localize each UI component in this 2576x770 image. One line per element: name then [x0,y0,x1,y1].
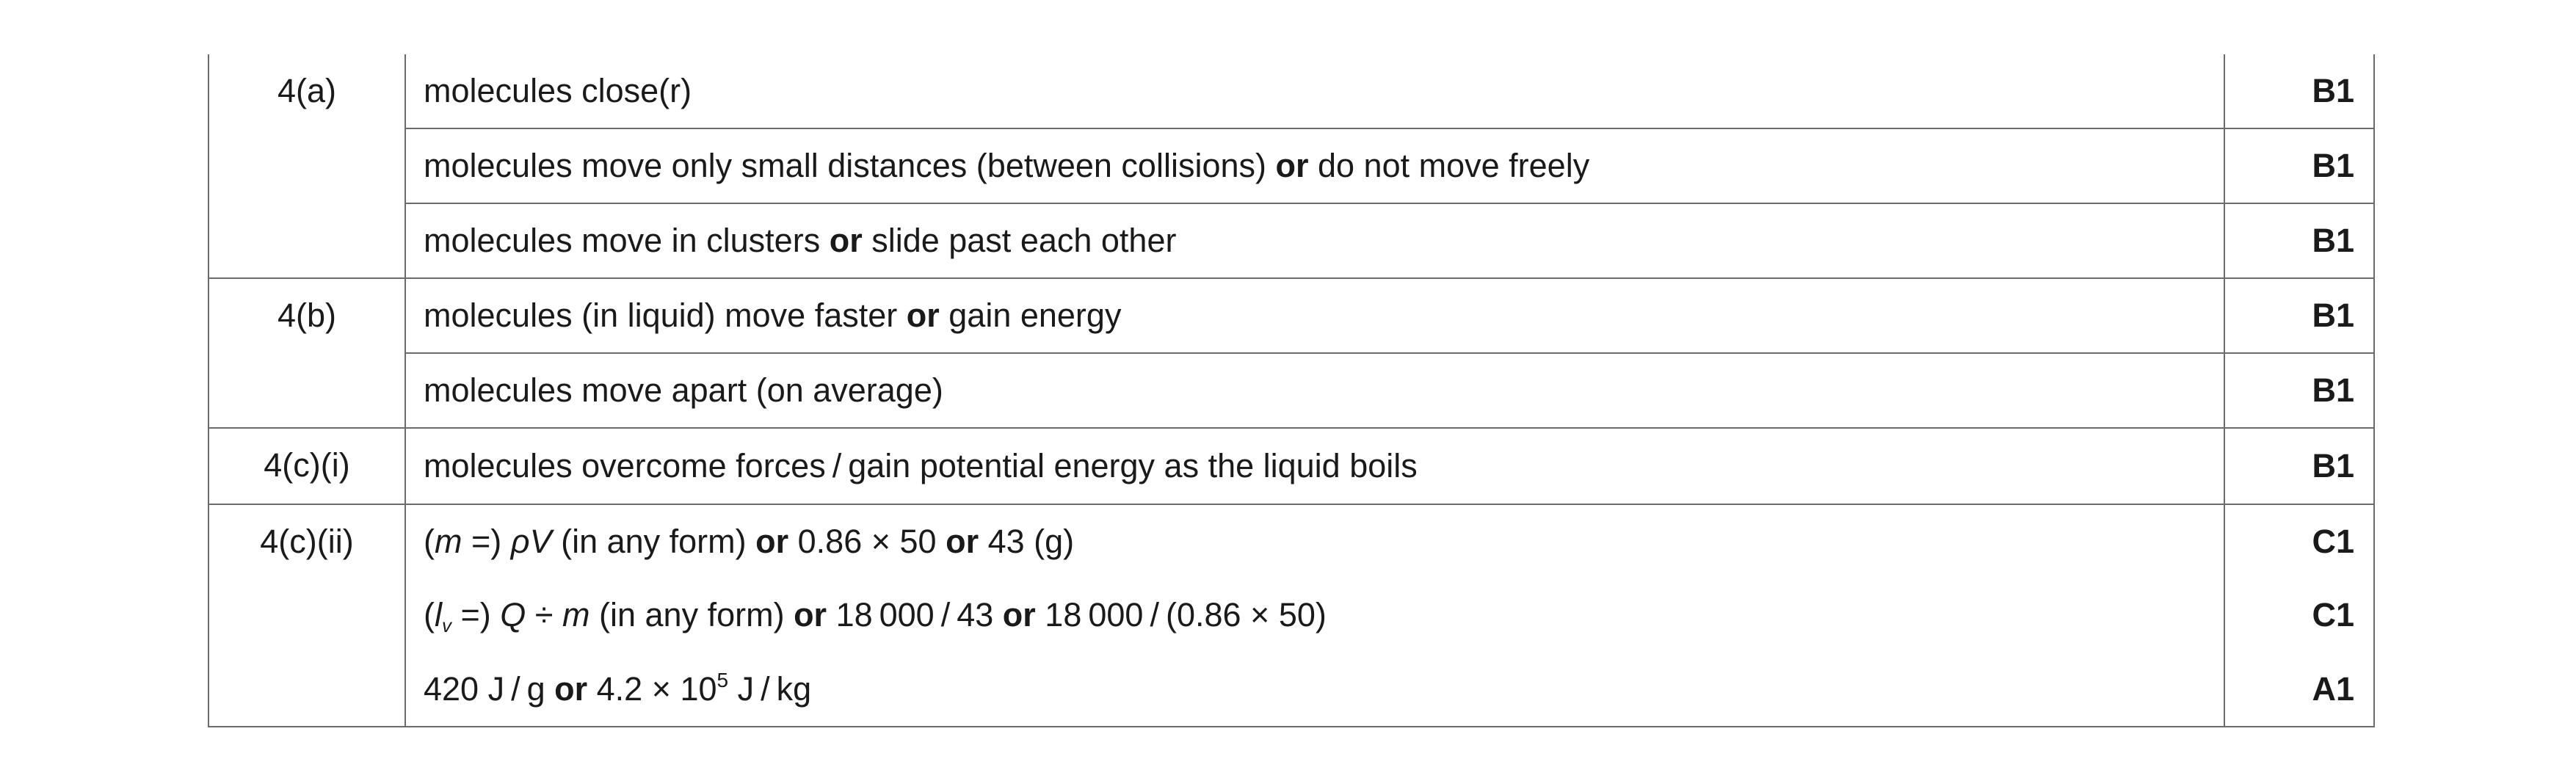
table-row [208,278,2374,353]
question-number: 4(c)(i) [264,446,350,484]
latent-heat-subscript: v [442,614,451,636]
table-row [208,652,2374,727]
table-row [208,54,2374,128]
answer-cell [405,504,2224,578]
question-number-cell [208,54,405,278]
answer-cell [405,353,2224,428]
mark-cell: C1 [2224,504,2374,578]
table-row [208,428,2374,504]
answer-text: slide past each other [862,222,1177,259]
answer-cell [405,578,2224,652]
answer-cell [405,652,2224,727]
mark-cell: B1 [2224,353,2374,428]
question-number-cell [208,428,405,504]
divide-sign: ÷ [526,596,562,633]
mark-cell: B1 [2224,54,2374,128]
answer-text: molecules overcome forces / gain potential energy as the liquid boils [424,447,1418,484]
or-keyword: or [794,596,827,633]
question-number: 4(a) [277,72,337,109]
mark-cell: B1 [2224,278,2374,353]
mass-symbol: m [435,523,462,560]
latent-heat-symbol: l [435,596,442,633]
or-keyword: or [1002,596,1036,633]
answer-text: 43 (g) [979,523,1075,560]
table-row [208,578,2374,652]
answer-text: 0.86 × 50 [788,523,946,560]
or-keyword: or [1275,147,1309,184]
answer-text: molecules move apart (on average) [424,371,943,409]
or-keyword: or [755,523,789,560]
answer-text: J / kg [728,669,812,708]
answer-text: (in any form) [551,523,756,560]
or-keyword: or [946,523,979,560]
answer-text: molecules (in liquid) move faster [424,297,907,334]
answer-text: 18 000 / (0.86 × 50) [1035,596,1327,633]
or-keyword: or [554,669,588,708]
volume-symbol: V [529,523,552,560]
answer-text: 18 000 / 43 [827,596,1003,633]
answer-cell [405,278,2224,353]
or-keyword: or [829,222,863,259]
mass-symbol: m [562,596,590,633]
answer-cell [405,128,2224,203]
or-keyword: or [906,297,940,334]
mark-cell: B1 [2224,203,2374,278]
answer-text: 420 J / g [424,669,555,708]
mark-cell: A1 [2224,652,2374,727]
mark-cell: C1 [2224,578,2374,652]
answer-text: (in any form) [589,596,794,633]
table-row [208,203,2374,278]
answer-text: 4.2 × 10 [587,669,717,708]
question-number-cell [208,504,405,727]
answer-text: molecules close(r) [424,72,692,109]
energy-symbol: Q [500,596,526,633]
mark-scheme-table [208,54,2375,727]
table-row [208,504,2374,578]
mark-cell: B1 [2224,428,2374,504]
answer-text: ( [424,523,435,560]
table-row [208,128,2374,203]
question-number: 4(b) [277,297,337,334]
answer-text: do not move freely [1308,147,1590,184]
density-symbol: ρ [510,523,530,560]
answer-text: molecules move only small distances (between collisions) [424,147,1276,184]
question-number-cell [208,278,405,428]
question-number: 4(c)(ii) [260,523,354,560]
exponent: 5 [716,668,729,691]
answer-cell [405,54,2224,128]
answer-text: =) [451,596,501,633]
answer-text: molecules move in clusters [424,222,830,259]
answer-text: =) [462,523,511,560]
answer-text: gain energy [939,297,1122,334]
answer-text: ( [424,596,435,633]
table-row [208,353,2374,428]
mark-cell: B1 [2224,128,2374,203]
answer-cell [405,428,2224,504]
answer-cell [405,203,2224,278]
